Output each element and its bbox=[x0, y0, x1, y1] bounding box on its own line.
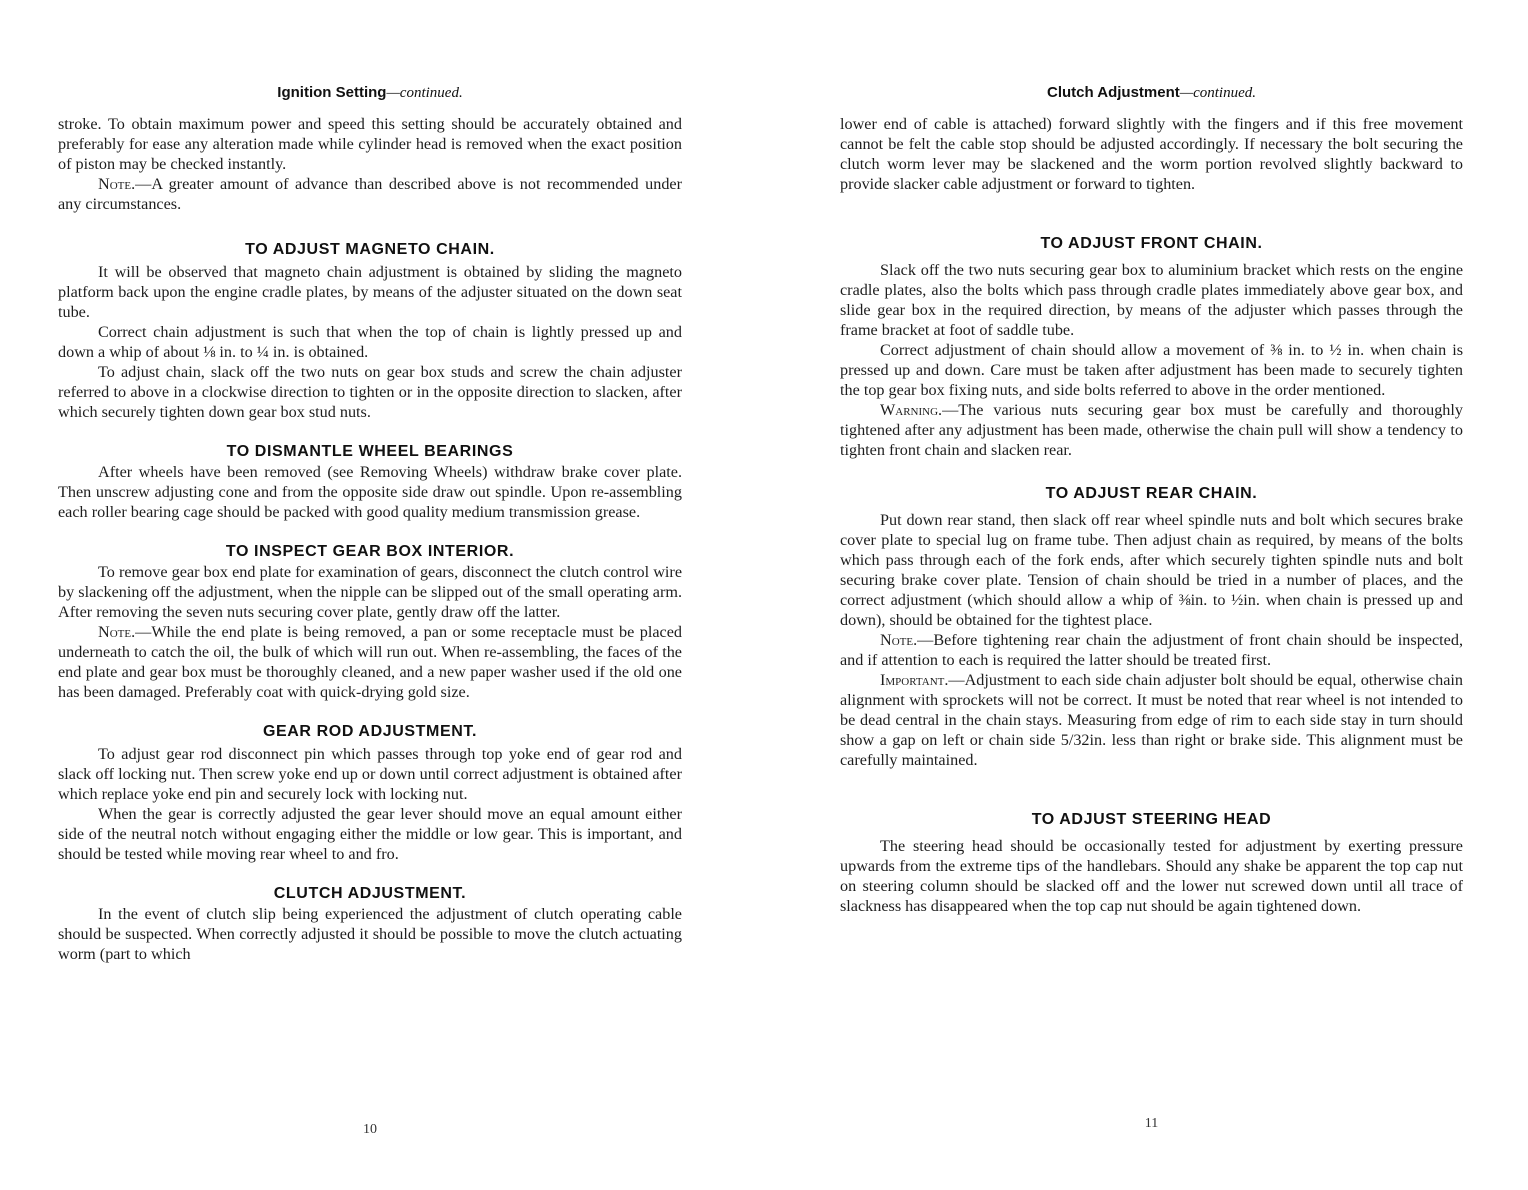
paragraph: The steering head should be occasionally tested for adjustment by exerting pressure upwards from the extreme tips of the handlebars. Should any shake be apparent the top cap nut on steering column should be slacked off and the lower nut screwed down until all trace of slackness has disappeared when the top cap nut should be again tightened down. bbox=[840, 837, 1463, 915]
right-page bbox=[840, 0, 1463, 1190]
running-head-continued: —continued. bbox=[386, 85, 463, 101]
section-heading-rear-chain: TO ADJUST REAR CHAIN. bbox=[1045, 485, 1258, 502]
intro-paragraph: stroke. To obtain maximum power and speed this setting should be accurately obtained and preferably for ease any alteration made while cylinder head is removed when the exact position of piston may be checked instantly. bbox=[58, 115, 682, 173]
paragraph: Slack off the two nuts securing gear box to aluminium bracket which rests on the engine cradle plates, also the bolts which pass through cradle plates immediately above gear box, and slide gear box in the required direction, by means of the adjuster which passes through the frame bracket at foot of saddle tube. bbox=[840, 261, 1463, 339]
page-number: 11 bbox=[1144, 1116, 1159, 1131]
important-label: Important. bbox=[880, 671, 949, 689]
running-head bbox=[58, 84, 682, 102]
paragraph: After wheels have been removed (see Removing Wheels) withdraw brake cover plate. Then unscrew adjusting cone and from the opposite side draw out spindle. Upon re-assembling each roller bearing cage should be packed with good quality medium transmission grease. bbox=[58, 463, 682, 521]
note-text: —A greater amount of advance than described above is not recommended under any circumstances. bbox=[58, 175, 682, 213]
paragraph: To adjust gear rod disconnect pin which passes through top yoke end of gear rod and slack off locking nut. Then screw yoke end up or down until correct adjustment is obtained after which replace yoke end pin and securely lock with locking nut. bbox=[58, 745, 682, 803]
page-content bbox=[58, 114, 682, 964]
running-head-title: Ignition Setting bbox=[277, 84, 387, 101]
paragraph: Put down rear stand, then slack off rear wheel spindle nuts and bolt which secures brake cover plate to special lug on frame tube. Then adjust chain as required, by means of the bolts which pass through each of the fork ends, after which securely tighten spindle nuts and bolt securing brake cover plate. Tension of chain should be tried in a number of places, and the correct adjustment (which should allow a whip of ⅜in. to ½in. when chain is pressed up and down), should be obtained for the tightest place. bbox=[840, 511, 1463, 629]
running-head bbox=[840, 84, 1463, 102]
section-heading-steering-head: TO ADJUST STEERING HEAD bbox=[1031, 811, 1272, 828]
warning-text: —The various nuts securing gear box must be carefully and thoroughly tightened after any adjustment has been made, otherwise the chain pull will show a tendency to tighten front chain and slacken rear. bbox=[840, 401, 1463, 459]
section-heading-clutch-adjustment: CLUTCH ADJUSTMENT. bbox=[273, 885, 467, 902]
note-label: Note. bbox=[98, 175, 136, 193]
section-heading-gear-rod: GEAR ROD ADJUSTMENT. bbox=[262, 723, 478, 740]
note-label: Note. bbox=[880, 631, 918, 649]
section-heading-wheel-bearings: TO DISMANTLE WHEEL BEARINGS bbox=[226, 443, 514, 460]
left-page bbox=[58, 0, 682, 1190]
section-heading-magneto-chain: TO ADJUST MAGNETO CHAIN. bbox=[245, 241, 495, 258]
paragraph: To remove gear box end plate for examination of gears, disconnect the clutch control wire by slackening off the adjustment, when the nipple can be slipped out of the small operating arm. After removing the seven nuts securing cover plate, gently draw off the latter. bbox=[58, 563, 682, 621]
note-label: Note. bbox=[98, 623, 136, 641]
note-paragraph bbox=[840, 630, 1463, 670]
page-content bbox=[840, 114, 1463, 916]
note-paragraph bbox=[58, 622, 682, 702]
warning-paragraph bbox=[840, 400, 1463, 460]
paragraph: Correct adjustment of chain should allow a movement of ⅜ in. to ½ in. when chain is pressed up and down. Care must be taken after adjustment has been made to securely tighten the top gear box fixing nuts, and side bolts referred to above in the order mentioned. bbox=[840, 341, 1463, 399]
running-head-title: Clutch Adjustment bbox=[1046, 84, 1180, 101]
warning-label: Warning. bbox=[880, 401, 943, 419]
important-paragraph bbox=[840, 670, 1463, 770]
intro-note bbox=[58, 174, 682, 214]
paragraph: Correct chain adjustment is such that when the top of chain is lightly pressed up and down a whip of about ⅛ in. to ¼ in. is obtained. bbox=[58, 323, 682, 361]
section-heading-front-chain: TO ADJUST FRONT CHAIN. bbox=[1040, 235, 1263, 252]
note-text: —Before tightening rear chain the adjustment of front chain should be inspected, and if attention to each is required the latter should be treated first. bbox=[840, 631, 1463, 669]
paragraph: To adjust chain, slack off the two nuts on gear box studs and screw the chain adjuster referred to above in a clockwise direction to tighten or in the opposite direction to slacken, after which securely tighten down gear box stud nuts. bbox=[58, 363, 682, 421]
intro-paragraph: lower end of cable is attached) forward slightly with the fingers and if this free movement cannot be felt the cable stop should be adjusted accordingly. If necessary the bolt securing the clutch worm lever may be slackened and the worm portion revolved slightly backward to provide slacker cable adjustment or forward to tighten. bbox=[840, 115, 1463, 193]
paragraph: In the event of clutch slip being experienced the adjustment of clutch operating cable should be suspected. When correctly adjusted it should be possible to move the clutch actuating worm (part to which bbox=[58, 905, 682, 963]
page-number: 10 bbox=[363, 1122, 377, 1137]
section-heading-gear-box-interior: TO INSPECT GEAR BOX INTERIOR. bbox=[225, 543, 515, 560]
note-text: —While the end plate is being removed, a pan or some receptacle must be placed underneath to catch the oil, the bulk of which will run out. When re-assembling, the faces of the end plate and gear box must be thoroughly cleaned, and a new paper washer used if the old one has been damaged. Preferably coat with quick-drying gold size. bbox=[58, 623, 682, 701]
important-text: —Adjustment to each side chain adjuster bolt should be equal, otherwise chain alignment with sprockets will not be correct. It must be noted that rear wheel is not intended to be dead central in the chain stays. Measuring from edge of rim to each side stay in turn should show a gap on left or chain side 5/32in. less than right or brake side. This alignment must be carefully maintained. bbox=[840, 671, 1463, 769]
paragraph: When the gear is correctly adjusted the gear lever should move an equal amount either side of the neutral notch without engaging either the middle or low gear. This is important, and should be tested while moving rear wheel to and fro. bbox=[58, 805, 682, 863]
running-head-continued: —continued. bbox=[1179, 85, 1257, 101]
paragraph: It will be observed that magneto chain adjustment is obtained by sliding the magneto platform back upon the engine cradle plates, by means of the adjuster situated on the down seat tube. bbox=[58, 263, 682, 321]
